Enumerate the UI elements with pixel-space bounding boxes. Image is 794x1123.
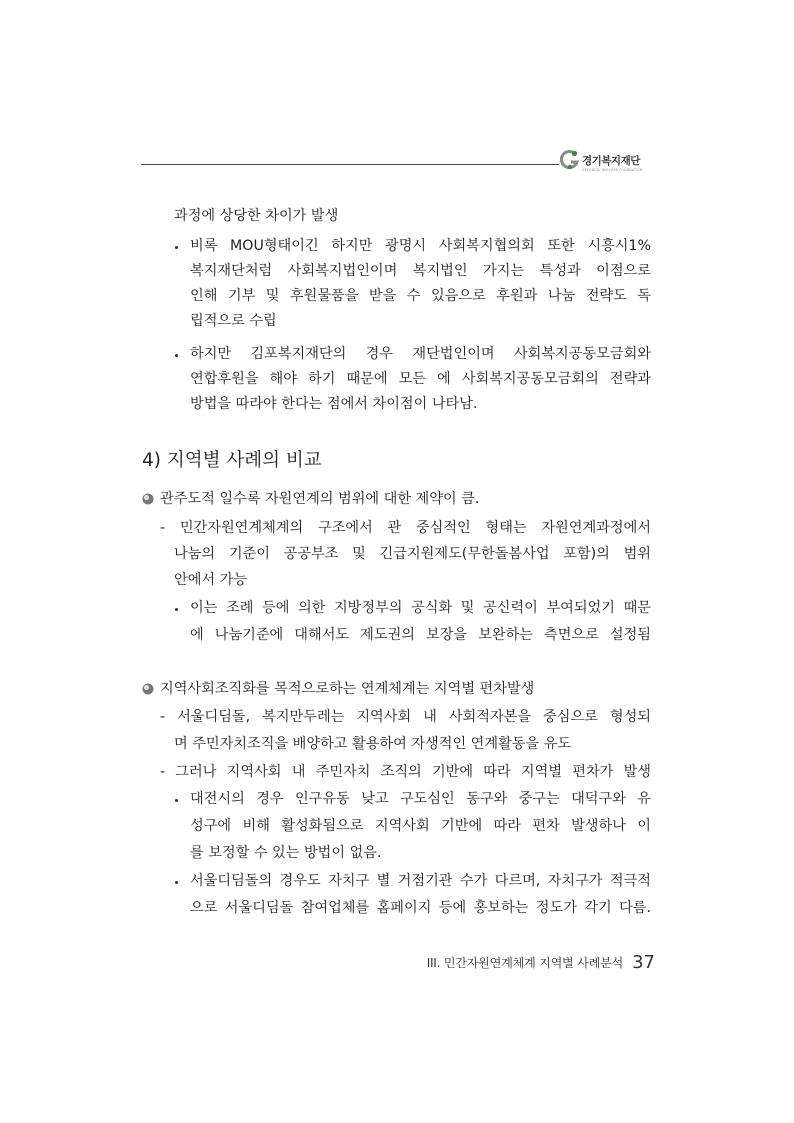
sub-line: 성구에 비해 활성화됨으로 지역사회 기반에 따라 편차 발생하나 이 (190, 818, 651, 834)
page-number: 37 (632, 952, 655, 973)
sub-line: 으로 서울디딤돌 참여업체를 홈페이지 등에 홍보하는 정도가 각기 다름. (190, 900, 651, 916)
foundation-logo-icon (560, 150, 580, 170)
topic-bullet-icon (141, 682, 155, 696)
bullet-line: 비록 MOU형태이긴 하지만 광명시 사회복지협의회 또한 시흥시1% (190, 238, 651, 254)
bullet-line: 인해 기부 및 후원물품을 받을 수 있음으로 후원과 나눔 전략도 독 (190, 288, 651, 304)
dash-line: 나눔의 기준이 공공부조 및 긴급지원제도(무한돌봄사업 포함)의 범위 (174, 546, 651, 562)
foundation-logo (560, 149, 660, 175)
topic-bullet-icon (141, 492, 155, 506)
sub-line: 이는 조례 등에 의한 지방정부의 공식화 및 공신력이 부여되었기 때문 (190, 600, 651, 616)
logo-org-name-en: GYEONGGI WELFARE FOUNDATION (582, 168, 643, 172)
intro-line: 과정에 상당한 차이가 발생 (174, 208, 339, 224)
sub-line: 대전시의 경우 인구유동 낮고 구도심인 동구와 중구는 대덕구와 유 (190, 791, 651, 807)
bullet-line: 립적으로 수립 (190, 313, 277, 329)
topic-title: 지역사회조직화를 목적으로하는 연계체계는 지역별 편차발생 (160, 681, 535, 697)
bullet-marker (175, 608, 178, 611)
section-heading: 4) 지역별 사례의 비교 (142, 450, 322, 471)
header-rule (141, 164, 559, 165)
sub-line: 를 보정할 수 있는 방법이 없음. (190, 845, 382, 861)
dash-line: 안에서 가능 (174, 572, 248, 588)
dash-line: - 그러나 지역사회 내 주민자치 조직의 기반에 따라 지역별 편차가 발생 (160, 764, 651, 780)
bullet-marker (175, 246, 178, 249)
page-footer (427, 952, 655, 973)
dash-line: 며 주민자치조직을 배양하고 활용하여 자생적인 연계활동을 유도 (174, 736, 572, 752)
sub-line: 에 나눔기준에 대해서도 제도권의 보장을 보완하는 측면으로 설정됨 (190, 627, 651, 643)
footer-chapter: III. 민간자원연계체계 지역별 사례분석 (426, 956, 623, 970)
bullet-marker (175, 799, 178, 802)
bullet-line: 방법을 따라야 한다는 점에서 차이점이 나타남. (190, 396, 478, 412)
bullet-line: 하지만 김포복지재단의 경우 재단법인이며 사회복지공동모금회와 (190, 346, 651, 362)
logo-org-name: 경기복지재단 (582, 155, 640, 167)
bullet-marker (175, 881, 178, 884)
dash-line: - 서울디딤돌, 복지만두레는 지역사회 내 사회적자본을 중심으로 형성되 (160, 709, 651, 725)
bullet-line: 연합후원을 해야 하기 때문에 모든 에 사회복지공동모금회의 전략과 (190, 371, 651, 387)
bullet-marker (175, 354, 178, 357)
sub-line: 서울디딤돌의 경우도 자치구 별 거점기관 수가 다르며, 자치구가 적극적 (190, 873, 651, 889)
bullet-line: 복지재단처럼 사회복지법인이며 복지법인 가지는 특성과 이점으로 (190, 263, 651, 279)
dash-line: - 민간자원연계체계의 구조에서 관 중심적인 형태는 자원연계과정에서 (160, 520, 651, 536)
topic-title: 관주도적 일수록 자원연계의 범위에 대한 제약이 큼. (160, 491, 480, 507)
